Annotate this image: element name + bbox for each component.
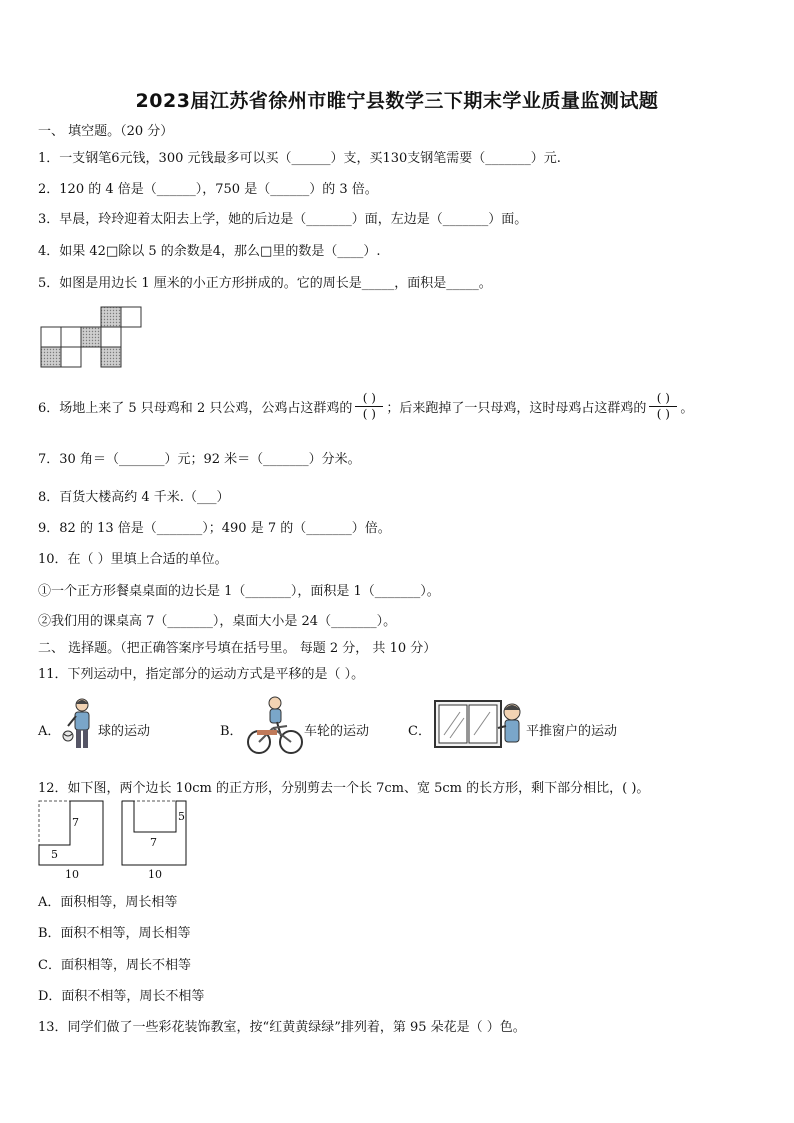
fraction-blank-1 [355, 391, 383, 422]
option-b-text: 车轮的运动 [304, 724, 370, 739]
question-6-part3: 。 [680, 401, 694, 416]
question-12-option-d: D．面积不相等，周长不相等 [38, 989, 205, 1004]
question-3: 3．早晨，玲玲迎着太阳去上学，她的后边是（_______）面，左边是（_______）面。 [38, 212, 528, 227]
left-height-label: 7 [72, 816, 79, 829]
question-12: 12．如下图，两个边长 10cm 的正方形，分别剪去一个长 7cm、宽 5cm 的长方形，剩下部分相比，( )。 [38, 781, 650, 796]
question-6-part1: 6．场地上来了 5 只母鸡和 2 只公鸡，公鸡占这群鸡的 [38, 401, 353, 416]
question-6-part2: ；后来跑掉了一只母鸡，这时母鸡占这群鸡的 [386, 401, 647, 416]
question-4: 4．如果 42□除以 5 的余数是4，那么□里的数是（____）. [38, 244, 381, 259]
left-width-label: 5 [51, 848, 58, 861]
question-12-option-a: A．面积相等，周长相等 [38, 895, 178, 910]
fraction-numerator: ( ) [656, 391, 670, 405]
question-12-option-c: C．面积相等，周长不相等 [38, 958, 191, 973]
fraction-numerator: ( ) [362, 391, 376, 405]
fraction-denominator: ( ) [362, 407, 376, 421]
left-side-label: 10 [65, 868, 79, 881]
child-riding-bicycle-illustration [247, 696, 303, 756]
question-13: 13．同学们做了一些彩花装饰教室，按“红黄黄绿绿”排列着，第 95 朵花是（ ）色。 [38, 1020, 526, 1035]
section-heading-choice: 二、 选择题。（把正确答案序号填在括号里。 每题 2 分， 共 10 分） [38, 641, 437, 656]
option-c-text: 平推窗户的运动 [526, 724, 618, 739]
question-9: 9．82 的 13 倍是（_______）；490 是 7 的（_______）倍。 [38, 521, 391, 536]
cut-squares-figure [38, 800, 198, 882]
option-b-letter: B． [220, 724, 243, 739]
question-8: 8．百货大楼高约 4 千米.（___） [38, 490, 230, 505]
right-height-label: 5 [178, 810, 185, 823]
cut-squares-diagram [38, 800, 198, 868]
option-c-letter: C． [408, 724, 431, 739]
question-10-item-1: ①一个正方形餐桌桌面的边长是 1（_______），面积是 1（_______）。 [38, 584, 440, 599]
page-title: 2023届江苏省徐州市睢宁县数学三下期末学业质量监测试题 [135, 90, 659, 112]
option-a-letter: A． [38, 724, 61, 739]
fraction-denominator: ( ) [656, 407, 670, 421]
right-width-label: 7 [150, 836, 157, 849]
square-tiles-figure [40, 306, 144, 368]
right-side-label: 10 [148, 868, 162, 881]
fraction-blank-2 [649, 391, 677, 422]
question-10: 10．在（ ）里填上合适的单位。 [38, 552, 228, 567]
question-6 [38, 391, 693, 422]
option-a-text: 球的运动 [98, 724, 151, 739]
child-sliding-window-illustration [434, 700, 526, 750]
question-10-item-2: ②我们用的课桌高 7（_______），桌面大小是 24（_______）。 [38, 614, 397, 629]
question-12-option-b: B．面积不相等，周长相等 [38, 926, 191, 941]
section-heading-fill-in: 一、 填空题。（20 分） [38, 124, 174, 139]
question-5: 5．如图是用边长 1 厘米的小正方形拼成的。它的周长是_____，面积是_____。 [38, 276, 492, 291]
question-11: 11．下列运动中，指定部分的运动方式是平移的是（ ）。 [38, 667, 365, 682]
question-7: 7．30 角＝（_______）元；92 米＝（_______）分米。 [38, 452, 361, 467]
child-bouncing-ball-illustration [60, 696, 98, 754]
question-1: 1．一支钢笔6元钱，300 元钱最多可以买（______）支，买130支钢笔需要（_______）元. [38, 151, 561, 166]
question-2: 2．120 的 4 倍是（______），750 是（______）的 3 倍。 [38, 182, 378, 197]
